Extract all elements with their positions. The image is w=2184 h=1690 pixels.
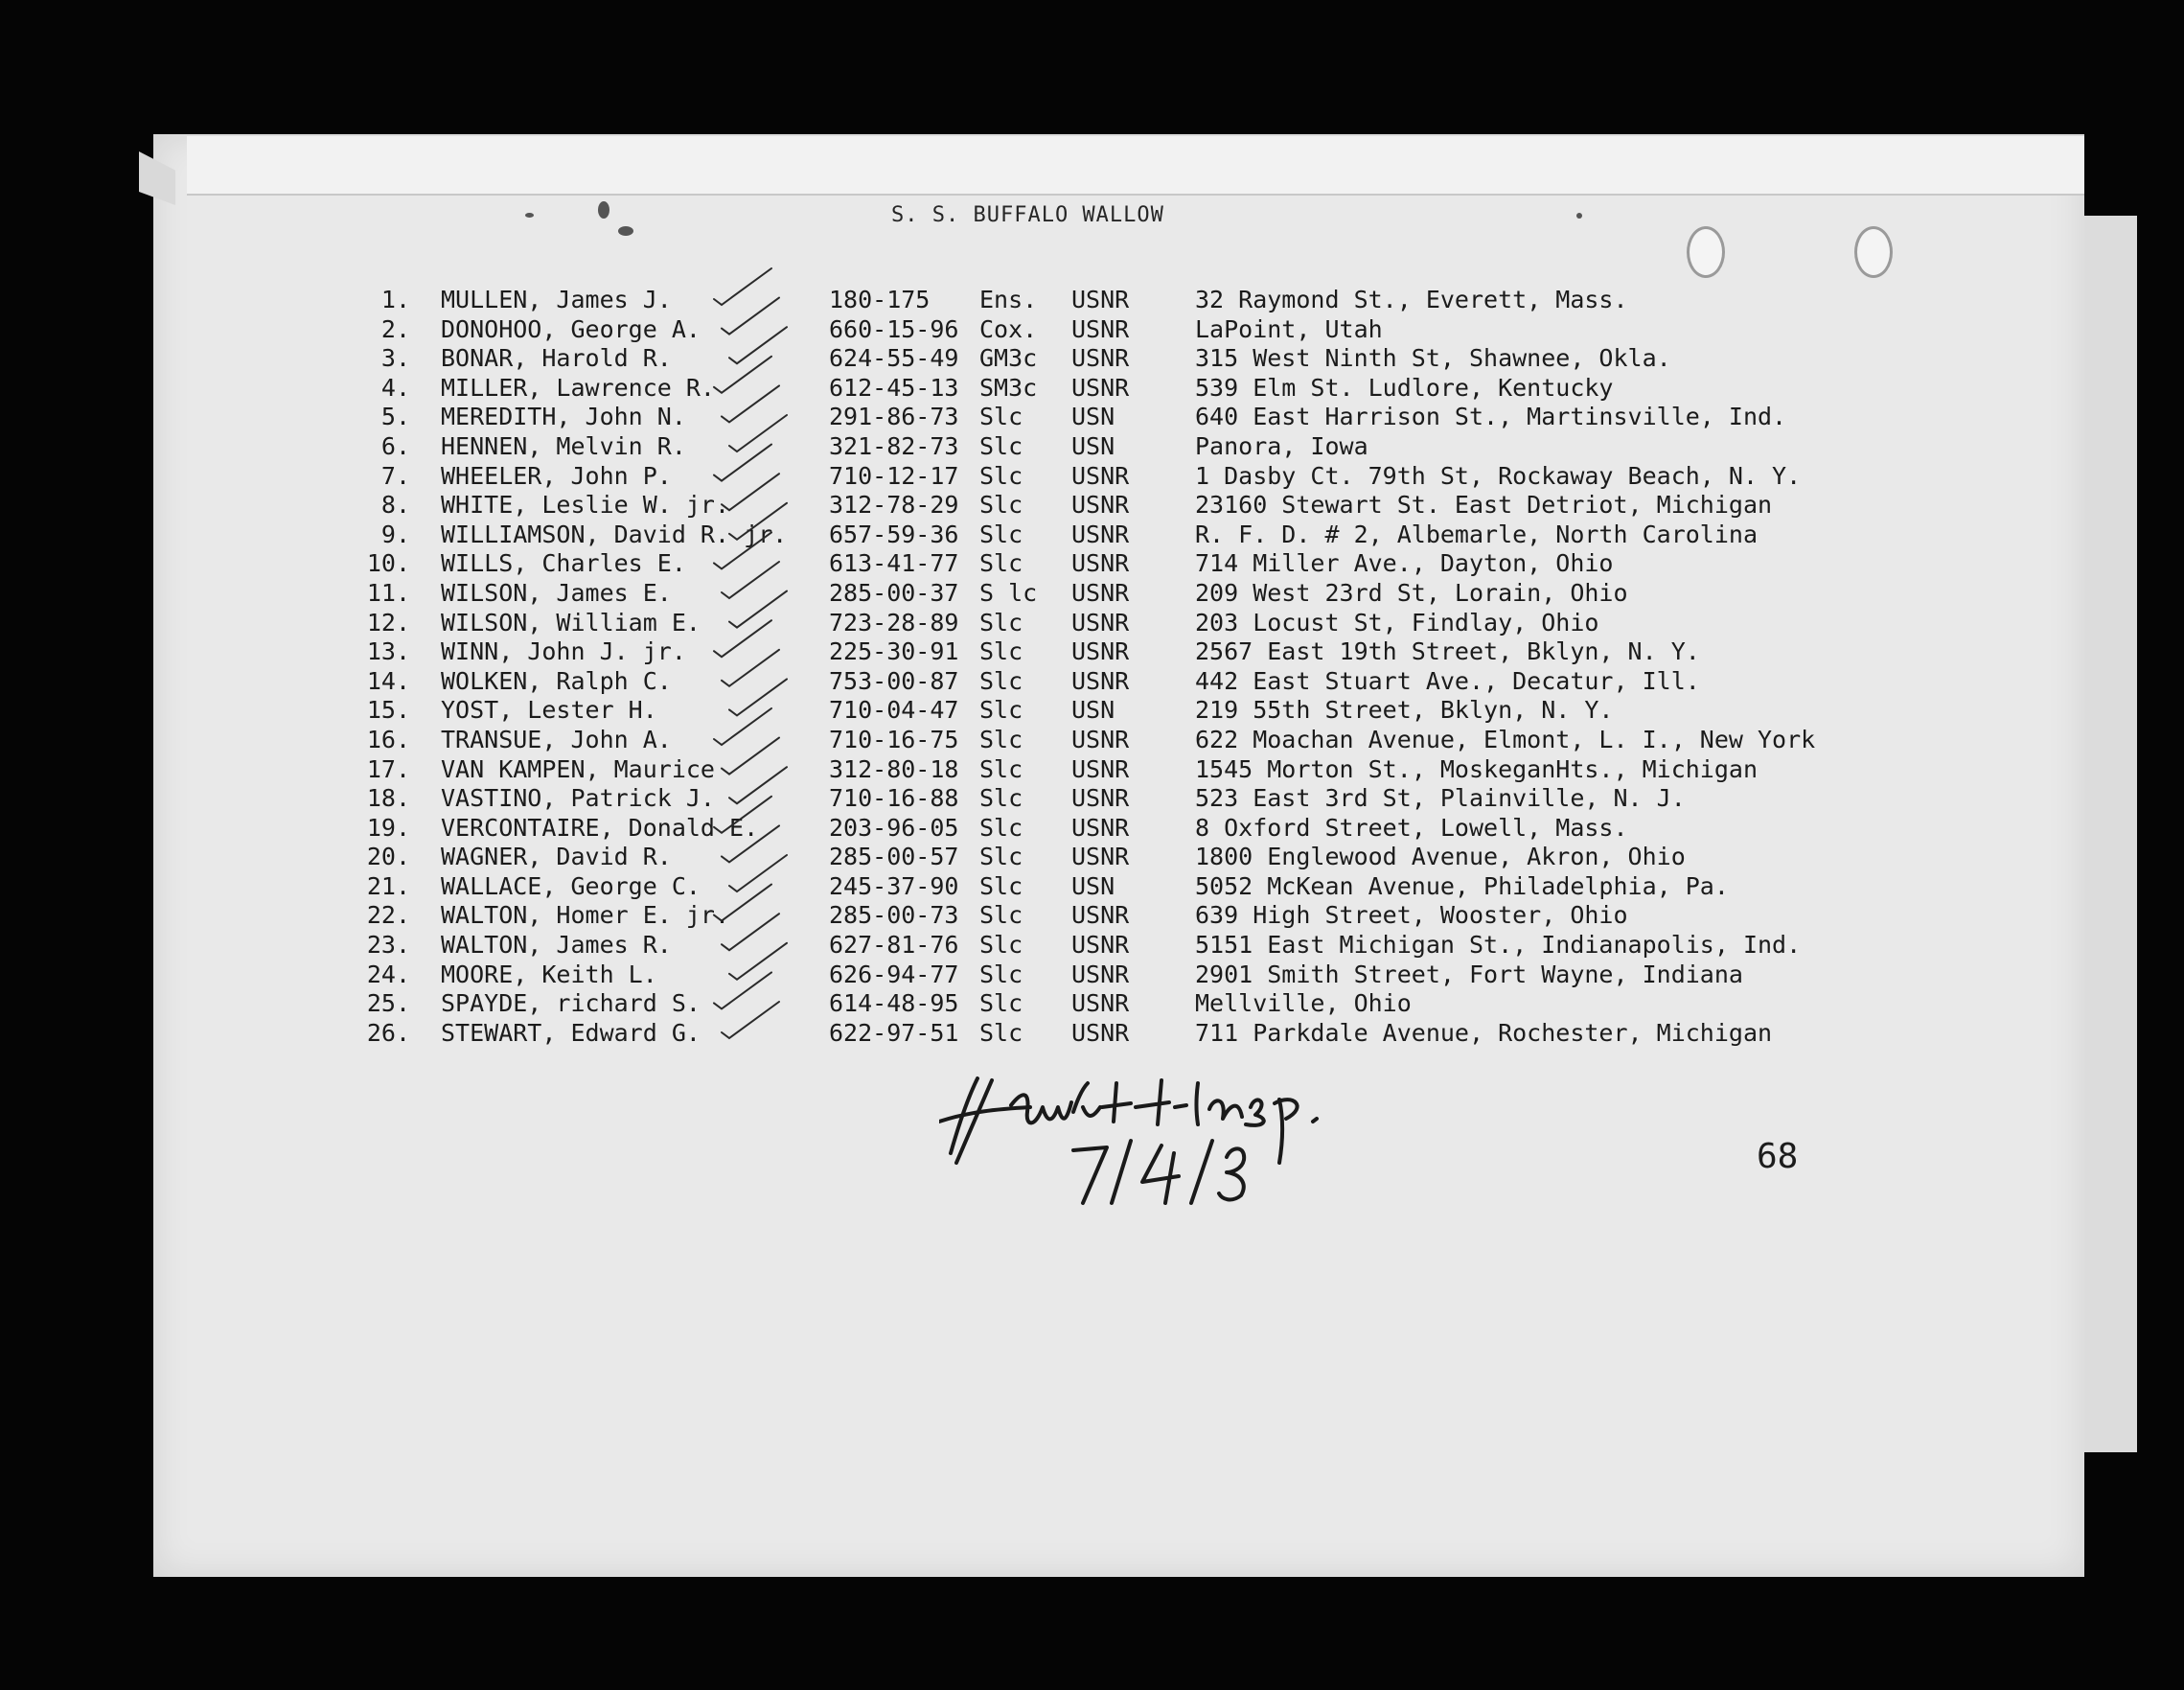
crew-name: WILLS, Charles E.	[441, 549, 686, 578]
row-number: 10.	[366, 549, 410, 578]
service-number: 622-97-51	[829, 1018, 959, 1047]
service-number: 285-00-73	[829, 901, 959, 930]
check-mark	[729, 679, 787, 715]
handwritten-signature	[939, 1069, 1418, 1213]
branch: USNR	[1071, 960, 1130, 988]
rating: Slc	[979, 901, 1023, 930]
rating: Slc	[979, 989, 1023, 1018]
check-mark	[729, 415, 787, 451]
rating: Slc	[979, 608, 1023, 637]
crew-name: VAN KAMPEN, Maurice	[441, 754, 715, 783]
crew-name: STEWART, Edward G.	[441, 1018, 701, 1047]
home-address: 442 East Stuart Ave., Decatur, Ill.	[1195, 666, 1700, 695]
check-mark	[722, 298, 779, 335]
check-mark	[714, 620, 771, 657]
row-number: 21.	[366, 871, 410, 900]
service-number: 624-55-49	[829, 344, 959, 373]
crew-name: MEREDITH, John N.	[441, 403, 686, 431]
row-number: 25.	[366, 989, 410, 1018]
crew-name: VERCONTAIRE, Donald E.	[441, 813, 759, 842]
row-number: 14.	[366, 666, 410, 695]
service-number: 312-80-18	[829, 754, 959, 783]
branch: USNR	[1071, 754, 1130, 783]
rating: GM3c	[979, 344, 1038, 373]
service-number: 285-00-57	[829, 843, 959, 871]
service-number: 627-81-76	[829, 931, 959, 960]
branch: USNR	[1071, 608, 1130, 637]
branch: USN	[1071, 403, 1115, 431]
branch: USNR	[1071, 666, 1130, 695]
rating: Slc	[979, 461, 1023, 490]
branch: USNR	[1071, 725, 1130, 753]
row-number: 8.	[380, 491, 410, 520]
rating: Slc	[979, 843, 1023, 871]
home-address: R. F. D. # 2, Albemarle, North Carolina	[1195, 520, 1758, 548]
check-mark	[722, 650, 779, 686]
home-address: 1 Dasby Ct. 79th St, Rockaway Beach, N. Y.	[1195, 461, 1802, 490]
row-number: 22.	[366, 901, 410, 930]
row-number: 24.	[366, 960, 410, 988]
branch: USNR	[1071, 461, 1130, 490]
check-mark	[722, 1002, 779, 1038]
rating: Ens.	[979, 286, 1038, 313]
crew-name: BONAR, Harold R.	[441, 344, 672, 373]
row-number: 7.	[380, 461, 410, 490]
service-number: 660-15-96	[829, 314, 959, 343]
rating: Slc	[979, 520, 1023, 548]
service-number: 710-16-88	[829, 784, 959, 813]
check-mark	[722, 914, 779, 950]
rating: Cox.	[979, 314, 1038, 343]
check-mark	[714, 972, 771, 1008]
row-number: 5.	[380, 403, 410, 431]
home-address: 714 Miller Ave., Dayton, Ohio	[1195, 549, 1614, 578]
rating: Slc	[979, 1018, 1023, 1047]
service-number: 613-41-77	[829, 549, 959, 578]
branch: USNR	[1071, 931, 1130, 960]
service-number: 614-48-95	[829, 989, 959, 1018]
row-number: 4.	[380, 373, 410, 402]
rating: Slc	[979, 696, 1023, 725]
service-number: 225-30-91	[829, 637, 959, 666]
crew-name: WHITE, Leslie W. jr.	[441, 491, 730, 520]
home-address: 640 East Harrison St., Martinsville, Ind.	[1195, 403, 1787, 431]
row-number: 20.	[366, 843, 410, 871]
row-number: 16.	[366, 725, 410, 753]
check-mark	[729, 503, 787, 540]
check-mark	[714, 268, 771, 305]
home-address: 1800 Englewood Avenue, Akron, Ohio	[1195, 843, 1686, 871]
branch: USNR	[1071, 549, 1130, 578]
check-mark	[722, 562, 779, 598]
service-number: 723-28-89	[829, 608, 959, 637]
crew-name: TRANSUE, John A.	[441, 725, 672, 753]
crew-name: SPAYDE, richard S.	[441, 989, 701, 1018]
crew-name: YOST, Lester H.	[441, 696, 657, 725]
row-number: 19.	[366, 813, 410, 842]
service-number: 710-04-47	[829, 696, 959, 725]
row-number: 15.	[366, 696, 410, 725]
rating: Slc	[979, 871, 1023, 900]
home-address: 2901 Smith Street, Fort Wayne, Indiana	[1195, 960, 1743, 988]
check-mark	[722, 738, 779, 775]
check-mark	[729, 855, 787, 891]
branch: USNR	[1071, 813, 1130, 842]
crew-name: WILLIAMSON, David R. jr.	[441, 520, 788, 548]
rating: Slc	[979, 666, 1023, 695]
home-address: 32 Raymond St., Everett, Mass.	[1195, 286, 1628, 313]
crew-name: VASTINO, Patrick J.	[441, 784, 715, 813]
branch: USNR	[1071, 784, 1130, 813]
crew-name: WAGNER, David R.	[441, 843, 672, 871]
rating: Slc	[979, 960, 1023, 988]
service-number: 710-16-75	[829, 725, 959, 753]
row-number: 17.	[366, 754, 410, 783]
rating: Slc	[979, 725, 1023, 753]
check-mark	[729, 327, 787, 363]
row-number: 9.	[380, 520, 410, 548]
home-address: LaPoint, Utah	[1195, 314, 1383, 343]
branch: USNR	[1071, 843, 1130, 871]
home-address: 539 Elm St. Ludlore, Kentucky	[1195, 373, 1614, 402]
crew-name: DONOHOO, George A.	[441, 314, 701, 343]
crew-name: MULLEN, James J.	[441, 286, 672, 313]
crew-name: WHEELER, John P.	[441, 461, 672, 490]
service-number: 612-45-13	[829, 373, 959, 402]
home-address: 639 High Street, Wooster, Ohio	[1195, 901, 1628, 930]
service-number: 321-82-73	[829, 431, 959, 460]
branch: USNR	[1071, 578, 1130, 607]
home-address: 219 55th Street, Bklyn, N. Y.	[1195, 696, 1614, 725]
rating: SM3c	[979, 373, 1038, 402]
home-address: 8 Oxford Street, Lowell, Mass.	[1195, 813, 1628, 842]
rating: Slc	[979, 637, 1023, 666]
service-number: 285-00-37	[829, 578, 959, 607]
branch: USNR	[1071, 520, 1130, 548]
branch: USNR	[1071, 1018, 1130, 1047]
crew-name: MILLER, Lawrence R.	[441, 373, 715, 402]
check-mark	[714, 445, 771, 481]
rating: Slc	[979, 754, 1023, 783]
crew-name: WOLKEN, Ralph C.	[441, 666, 672, 695]
home-address: 5151 East Michigan St., Indianapolis, Ind.	[1195, 931, 1802, 960]
check-mark	[722, 825, 779, 862]
branch: USNR	[1071, 314, 1130, 343]
rating: Slc	[979, 784, 1023, 813]
crew-name: WALTON, Homer E. jr.	[441, 901, 730, 930]
check-mark	[714, 532, 771, 568]
rating: Slc	[979, 931, 1023, 960]
branch: USNR	[1071, 637, 1130, 666]
row-number: 6.	[380, 431, 410, 460]
check-mark	[722, 474, 779, 510]
row-number: 13.	[366, 637, 410, 666]
row-number: 3.	[380, 344, 410, 373]
service-number: 626-94-77	[829, 960, 959, 988]
check-mark	[714, 357, 771, 393]
check-mark	[729, 943, 787, 980]
service-number: 753-00-87	[829, 666, 959, 695]
home-address: 523 East 3rd St, Plainville, N. J.	[1195, 784, 1686, 813]
branch: USN	[1071, 431, 1115, 460]
home-address: 622 Moachan Avenue, Elmont, L. I., New York	[1195, 725, 1816, 753]
row-number: 11.	[366, 578, 410, 607]
row-number: 23.	[366, 931, 410, 960]
crew-name: MOORE, Keith L.	[441, 960, 657, 988]
home-address: Mellville, Ohio	[1195, 989, 1412, 1018]
check-mark	[714, 708, 771, 745]
branch: USNR	[1071, 344, 1130, 373]
row-number: 12.	[366, 608, 410, 637]
branch: USNR	[1071, 989, 1130, 1018]
branch: USNR	[1071, 373, 1130, 402]
home-address: 203 Locust St, Findlay, Ohio	[1195, 608, 1599, 637]
crew-name: WALTON, James R.	[441, 931, 672, 960]
home-address: 711 Parkdale Avenue, Rochester, Michigan	[1195, 1018, 1773, 1047]
rating: Slc	[979, 403, 1023, 431]
crew-name: WILSON, James E.	[441, 578, 672, 607]
home-address: 1545 Morton St., MoskeganHts., Michigan	[1195, 754, 1758, 783]
crew-name: HENNEN, Melvin R.	[441, 431, 686, 460]
rating: Slc	[979, 549, 1023, 578]
row-number: 1.	[380, 286, 410, 313]
home-address: 5052 McKean Avenue, Philadelphia, Pa.	[1195, 871, 1729, 900]
branch: USN	[1071, 696, 1115, 725]
rating: Slc	[979, 491, 1023, 520]
crew-name: WILSON, William E.	[441, 608, 701, 637]
service-number: 710-12-17	[829, 461, 959, 490]
branch: USNR	[1071, 491, 1130, 520]
service-number: 203-96-05	[829, 813, 959, 842]
home-address: 315 West Ninth St, Shawnee, Okla.	[1195, 344, 1671, 373]
home-address: 23160 Stewart St. East Detriot, Michigan	[1195, 491, 1773, 520]
crew-name: WINN, John J. jr.	[441, 637, 686, 666]
row-number: 2.	[380, 314, 410, 343]
rating: S lc	[979, 578, 1038, 607]
rating: Slc	[979, 813, 1023, 842]
home-address: 209 West 23rd St, Lorain, Ohio	[1195, 578, 1628, 607]
service-number: 657-59-36	[829, 520, 959, 548]
check-mark	[722, 385, 779, 422]
row-number: 26.	[366, 1018, 410, 1047]
service-number: 291-86-73	[829, 403, 959, 431]
home-address: Panora, Iowa	[1195, 431, 1368, 460]
branch: USNR	[1071, 901, 1130, 930]
service-number: 245-37-90	[829, 871, 959, 900]
branch: USNR	[1071, 286, 1130, 313]
check-mark	[729, 767, 787, 803]
service-number: 312-78-29	[829, 491, 959, 520]
page-number: 68	[1757, 1137, 1799, 1176]
rating: Slc	[979, 431, 1023, 460]
check-mark	[729, 591, 787, 628]
row-number: 18.	[366, 784, 410, 813]
service-number: 180-175	[829, 286, 931, 313]
ship-title: S. S. BUFFALO WALLOW	[891, 203, 1164, 227]
crew-name: WALLACE, George C.	[441, 871, 701, 900]
home-address: 2567 East 19th Street, Bklyn, N. Y.	[1195, 637, 1700, 666]
check-mark	[714, 797, 771, 833]
check-mark	[714, 885, 771, 921]
branch: USN	[1071, 871, 1115, 900]
